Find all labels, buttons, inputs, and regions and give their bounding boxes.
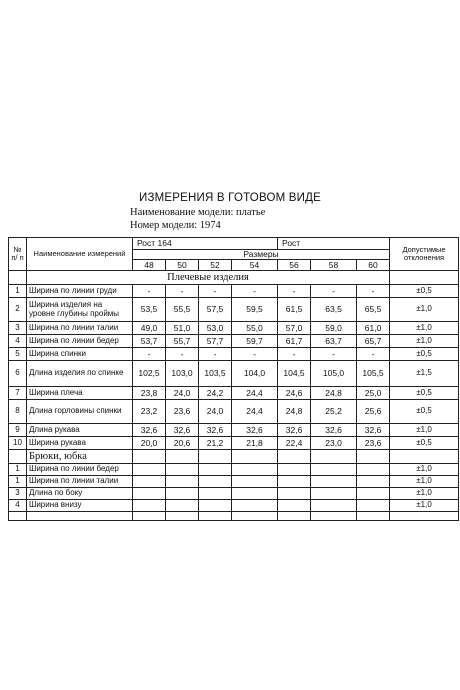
size-value: 32,6 bbox=[357, 424, 390, 437]
empty-cell bbox=[9, 512, 27, 521]
empty-cell bbox=[278, 512, 311, 521]
size-value bbox=[311, 488, 357, 500]
col-name-header: Наименование измерений bbox=[27, 238, 133, 271]
row-number: 3 bbox=[9, 488, 27, 500]
tolerance-value: ±0,5 bbox=[390, 400, 459, 424]
size-value: 104,0 bbox=[232, 361, 278, 387]
empty-cell bbox=[232, 512, 278, 521]
tolerance-value: ±1,5 bbox=[390, 361, 459, 387]
tolerance-value: ±1,0 bbox=[390, 335, 459, 348]
empty-cell bbox=[357, 512, 390, 521]
size-value: 32,6 bbox=[278, 424, 311, 437]
size-value bbox=[199, 500, 232, 512]
empty-cell bbox=[278, 450, 311, 464]
size-value: 63,7 bbox=[311, 335, 357, 348]
tolerance-value: ±0,5 bbox=[390, 348, 459, 361]
size-value: 32,6 bbox=[311, 424, 357, 437]
size-value bbox=[232, 476, 278, 488]
empty-cell bbox=[166, 512, 199, 521]
size-header: 58 bbox=[311, 260, 357, 271]
size-value: 102,5 bbox=[133, 361, 166, 387]
row-number: 2 bbox=[9, 298, 27, 322]
size-value: 65,5 bbox=[357, 298, 390, 322]
size-value: 49,0 bbox=[133, 322, 166, 335]
size-header: 60 bbox=[357, 260, 390, 271]
row-number: 10 bbox=[9, 437, 27, 450]
size-value bbox=[199, 464, 232, 476]
empty-cell bbox=[390, 512, 459, 521]
size-header: 48 bbox=[133, 260, 166, 271]
col-number-header: № п/ п bbox=[9, 238, 27, 271]
row-number: 7 bbox=[9, 387, 27, 400]
size-value bbox=[199, 488, 232, 500]
size-value: 55,0 bbox=[232, 322, 278, 335]
size-value: - bbox=[133, 348, 166, 361]
size-value bbox=[278, 476, 311, 488]
size-value bbox=[133, 500, 166, 512]
tolerance-value: ±1,0 bbox=[390, 424, 459, 437]
size-header: 52 bbox=[199, 260, 232, 271]
size-value: 32,6 bbox=[232, 424, 278, 437]
size-value: 24,6 bbox=[278, 387, 311, 400]
measurement-name: Ширина рукава bbox=[27, 437, 133, 450]
section1-spacer bbox=[390, 271, 459, 285]
size-value: 20,0 bbox=[133, 437, 166, 450]
size-value: 105,5 bbox=[357, 361, 390, 387]
size-value: 24,0 bbox=[199, 400, 232, 424]
table-row bbox=[9, 361, 459, 387]
row-number: 4 bbox=[9, 335, 27, 348]
row-number: 4 bbox=[9, 500, 27, 512]
measurement-name: Длина рукава bbox=[27, 424, 133, 437]
size-value: 105,0 bbox=[311, 361, 357, 387]
size-value bbox=[278, 488, 311, 500]
empty-cell bbox=[311, 450, 357, 464]
size-header: 56 bbox=[278, 260, 311, 271]
size-value: 61,0 bbox=[357, 322, 390, 335]
rost-right: Рост bbox=[278, 238, 390, 250]
measurement-name: Ширина по линии груди bbox=[27, 285, 133, 298]
size-value bbox=[133, 464, 166, 476]
size-header: 50 bbox=[166, 260, 199, 271]
table-row bbox=[9, 335, 459, 348]
size-value: 23,2 bbox=[133, 400, 166, 424]
size-value: - bbox=[166, 285, 199, 298]
size-value: 24,8 bbox=[278, 400, 311, 424]
size-value: 25,6 bbox=[357, 400, 390, 424]
size-value: 57,7 bbox=[199, 335, 232, 348]
row-number: 5 bbox=[9, 348, 27, 361]
tolerance-value: ±1,0 bbox=[390, 476, 459, 488]
size-value bbox=[311, 476, 357, 488]
size-value: 53,7 bbox=[133, 335, 166, 348]
size-value: - bbox=[278, 285, 311, 298]
size-value: 21,8 bbox=[232, 437, 278, 450]
empty-cell bbox=[199, 450, 232, 464]
size-value: - bbox=[357, 285, 390, 298]
measurement-name: Ширина по линии талии bbox=[27, 476, 133, 488]
table-row bbox=[9, 424, 459, 437]
row-number: 8 bbox=[9, 400, 27, 424]
size-value: 55,5 bbox=[166, 298, 199, 322]
size-value: 23,6 bbox=[357, 437, 390, 450]
size-value bbox=[232, 464, 278, 476]
size-value: 24,2 bbox=[199, 387, 232, 400]
document-title: ИЗМЕРЕНИЯ В ГОТОВОМ ВИДЕ bbox=[139, 192, 321, 204]
size-value bbox=[133, 476, 166, 488]
size-value bbox=[311, 500, 357, 512]
size-value: 21,2 bbox=[199, 437, 232, 450]
row-number: 1 bbox=[9, 464, 27, 476]
size-value: 25,0 bbox=[357, 387, 390, 400]
size-value: 55,7 bbox=[166, 335, 199, 348]
size-value: - bbox=[166, 348, 199, 361]
empty-cell bbox=[199, 512, 232, 521]
empty-cell bbox=[133, 450, 166, 464]
size-value: 53,0 bbox=[199, 322, 232, 335]
table-row bbox=[9, 348, 459, 361]
table-row bbox=[9, 322, 459, 335]
size-value bbox=[232, 500, 278, 512]
table-row bbox=[9, 298, 459, 322]
empty-cell bbox=[27, 512, 133, 521]
size-value bbox=[232, 488, 278, 500]
size-value bbox=[357, 500, 390, 512]
table-row bbox=[9, 464, 459, 476]
row-number: 1 bbox=[9, 476, 27, 488]
size-value bbox=[278, 500, 311, 512]
size-value: - bbox=[199, 348, 232, 361]
size-value: 22,4 bbox=[278, 437, 311, 450]
size-value: 24,4 bbox=[232, 400, 278, 424]
size-value: - bbox=[311, 348, 357, 361]
size-value: 59,5 bbox=[232, 298, 278, 322]
empty-cell bbox=[357, 450, 390, 464]
size-value: 59,0 bbox=[311, 322, 357, 335]
measurement-name: Длина горловины спинки bbox=[27, 400, 133, 424]
tolerance-value: ±0,5 bbox=[390, 437, 459, 450]
table-row bbox=[9, 387, 459, 400]
rost-left: Рост 164 bbox=[133, 238, 278, 250]
measurement-name: Ширина внизу bbox=[27, 500, 133, 512]
size-value: 103,5 bbox=[199, 361, 232, 387]
table-row bbox=[9, 400, 459, 424]
tolerance-value: ±1,0 bbox=[390, 322, 459, 335]
size-value: 61,5 bbox=[278, 298, 311, 322]
measurement-name: Ширина по линии талии bbox=[27, 322, 133, 335]
row-number: 1 bbox=[9, 285, 27, 298]
size-value bbox=[166, 488, 199, 500]
size-value: 61,7 bbox=[278, 335, 311, 348]
table-row bbox=[9, 488, 459, 500]
size-value: 63,5 bbox=[311, 298, 357, 322]
row-number: 3 bbox=[9, 322, 27, 335]
size-value bbox=[166, 476, 199, 488]
size-value bbox=[357, 488, 390, 500]
size-value: 20,6 bbox=[166, 437, 199, 450]
size-value: 32,6 bbox=[199, 424, 232, 437]
size-value bbox=[133, 488, 166, 500]
size-value: 57,5 bbox=[199, 298, 232, 322]
size-value: 24,4 bbox=[232, 387, 278, 400]
measurement-name: Ширина плеча bbox=[27, 387, 133, 400]
size-value bbox=[278, 464, 311, 476]
table-row bbox=[9, 500, 459, 512]
size-value: - bbox=[311, 285, 357, 298]
size-header: 54 bbox=[232, 260, 278, 271]
measurements-table bbox=[8, 237, 459, 521]
measurement-name: Длина изделия по спинке bbox=[27, 361, 133, 387]
measurement-name: Ширина по линии бедер bbox=[27, 335, 133, 348]
measurement-name: Длина по боку bbox=[27, 488, 133, 500]
size-value: 103,0 bbox=[166, 361, 199, 387]
size-value bbox=[311, 464, 357, 476]
size-value: - bbox=[232, 285, 278, 298]
size-value bbox=[357, 464, 390, 476]
section1-title: Плечевые изделия bbox=[27, 271, 390, 285]
table-row bbox=[9, 285, 459, 298]
size-value: 59,7 bbox=[232, 335, 278, 348]
size-value: 23,8 bbox=[133, 387, 166, 400]
tolerance-value: ±1,0 bbox=[390, 298, 459, 322]
size-value bbox=[357, 476, 390, 488]
size-value: 25,2 bbox=[311, 400, 357, 424]
measurement-name: Ширина изделия на уровне глубины проймы bbox=[27, 298, 133, 322]
row-number: 9 bbox=[9, 424, 27, 437]
model-name: Наименование модели: платье bbox=[130, 207, 266, 218]
empty-cell bbox=[232, 450, 278, 464]
tolerance-value: ±0,5 bbox=[390, 387, 459, 400]
size-value bbox=[166, 500, 199, 512]
size-value: 51,0 bbox=[166, 322, 199, 335]
measurement-name: Ширина спинки bbox=[27, 348, 133, 361]
tolerance-value: ±1,0 bbox=[390, 464, 459, 476]
size-value: 65,7 bbox=[357, 335, 390, 348]
table-row bbox=[9, 437, 459, 450]
size-value: - bbox=[278, 348, 311, 361]
size-value: 32,6 bbox=[133, 424, 166, 437]
sizes-header: Размеры bbox=[133, 250, 390, 260]
size-value bbox=[199, 476, 232, 488]
tolerance-header: Допустимые отклонения bbox=[390, 238, 459, 271]
empty-cell bbox=[133, 512, 166, 521]
empty-cell bbox=[166, 450, 199, 464]
size-value: 57,0 bbox=[278, 322, 311, 335]
size-value: 23,6 bbox=[166, 400, 199, 424]
section2-title: Брюки, юбка bbox=[27, 450, 133, 464]
size-value: 53,5 bbox=[133, 298, 166, 322]
measurement-name: Ширина по линии бедер bbox=[27, 464, 133, 476]
model-number: Номер модели: 1974 bbox=[130, 220, 221, 231]
size-value: 32,6 bbox=[166, 424, 199, 437]
section1-spacer bbox=[9, 271, 27, 285]
size-value: 24,0 bbox=[166, 387, 199, 400]
size-value: - bbox=[232, 348, 278, 361]
tolerance-value: ±1,0 bbox=[390, 488, 459, 500]
tolerance-value: ±0,5 bbox=[390, 285, 459, 298]
empty-cell bbox=[311, 512, 357, 521]
size-value: 23,0 bbox=[311, 437, 357, 450]
empty-cell bbox=[390, 450, 459, 464]
size-value: - bbox=[133, 285, 166, 298]
size-value: 104,5 bbox=[278, 361, 311, 387]
size-value: - bbox=[199, 285, 232, 298]
size-value: - bbox=[357, 348, 390, 361]
size-value bbox=[166, 464, 199, 476]
section2-spacer bbox=[9, 450, 27, 464]
row-number: 6 bbox=[9, 361, 27, 387]
table-row bbox=[9, 476, 459, 488]
size-value: 24,8 bbox=[311, 387, 357, 400]
tolerance-value: ±1,0 bbox=[390, 500, 459, 512]
